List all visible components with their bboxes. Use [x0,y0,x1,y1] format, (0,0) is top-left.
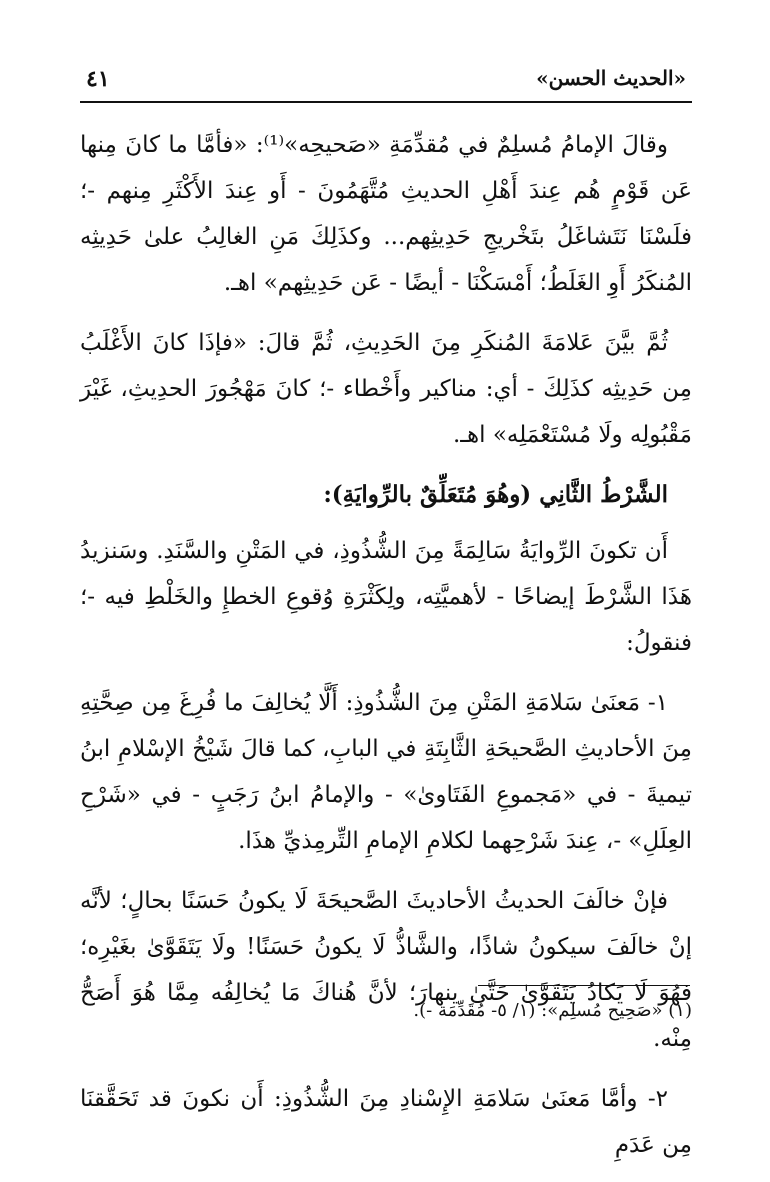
paragraph-5: فإنْ خالَفَ الحديثُ الأحاديثَ الصَّحيحَةَ لَا يكونُ حَسَنًا بحالٍ؛ لأنَّه إنْ خالَفَ سيكونُ شاذًا، والشَّاذُّ لَا يكونُ حَسَنًا! ولَا يَتَقَوَّىٰ بغَيْرِه؛ فهُوَ لَا يَكادُ يَتَقَوَّىٰ حَتَّىٰ ينهارَ؛ لأنَّ هُناكَ مَا يُخالِفُه مِمَّا هُوَ أَصَحُّ مِنْه. [80,888,692,1052]
page-header [80,62,692,98]
section-heading: الشَّرْطُ الثَّانِي (وهُوَ مُتَعَلِّقٌ بالرِّوايَةِ): [323,481,668,508]
paragraph-3: أَن تكونَ الرِّوايَةُ سَالِمَةً مِنَ الشُّذُوذِ، في المَتْنِ والسَّنَدِ. وسَنزيدُ هَذَا الشَّرْطَ إيضاحًا - لأهميَّتِه، ولِكَثْرَةِ وُقوعِ الخطإِ والخَلْطِ فيه -؛ فنقولُ: [80,538,692,656]
footnote-rule [478,985,690,986]
paragraph-6: ٢- وأمَّا مَعنَىٰ سَلامَةِ الإِسْنادِ مِنَ الشُّذُوذِ: أَن نكونَ قد تَحَقَّقنَا مِن عَدَمِ [80,1086,692,1158]
page-number: ٤١ [86,66,110,92]
footnote: (١) «صَحِيح مُسلِم»: (١/ ٥- مُقَدِّمَة -). [413,1000,692,1021]
paragraph-2: ثُمَّ بيَّنَ عَلامَةَ المُنكَرِ مِنَ الحَدِيثِ، ثُمَّ قالَ: «فإذَا كانَ الأَغْلَبُ مِن حَدِيثِه كذَلِكَ - أي: مناكير وأَخْطاء -؛ كانَ مَهْجُورَ الحدِيثِ، غَيْرَ مَقْبُولِه ولَا مُسْتَعْمَلِه» اهـ. [80,330,692,448]
header-rule [80,101,692,103]
paragraph-1: وقالَ الإمامُ مُسلِمٌ في مُقدِّمَةِ «صَحيحِه»⁽¹⁾: «فأمَّا ما كانَ مِنها عَن قَوْمٍ هُم عِندَ أَهْلِ الحديثِ مُتَّهَمُونَ - أَو عِندَ الأَكْثَرِ مِنهم -؛ فلَسْنَا نَتَشاغَلُ بتَخْريجِ حَدِيثِهم... وكذَلِكَ مَنِ الغالِبُ علىٰ حَدِيثِه المُنكَرُ أَوِ الغَلَطُ؛ أَمْسَكْنَا - أيضًا - عَن حَدِيثِهم» اهـ. [80,132,692,296]
running-title: «الحديث الحسن» [536,66,686,90]
paragraph-4: ١- مَعنَىٰ سَلامَةِ المَتْنِ مِنَ الشُّذُوذِ: أَلَّا يُخالِفَ ما فُرِغَ مِن صِحَّتِهِ مِنَ الأحاديثِ الصَّحيحَةِ الثَّابِتَةِ في البابِ، كما قالَ شَيْخُ الإسْلامِ ابنُ تيميةَ - في «مَجموعِ الفَتَاوىٰ» - والإمامُ ابنُ رَجَبٍ - في «شَرْحِ العِلَلِ» -، عِندَ شَرْحِهما لكلامِ الإمامِ التِّرمِذيِّ هذَا. [80,690,692,854]
